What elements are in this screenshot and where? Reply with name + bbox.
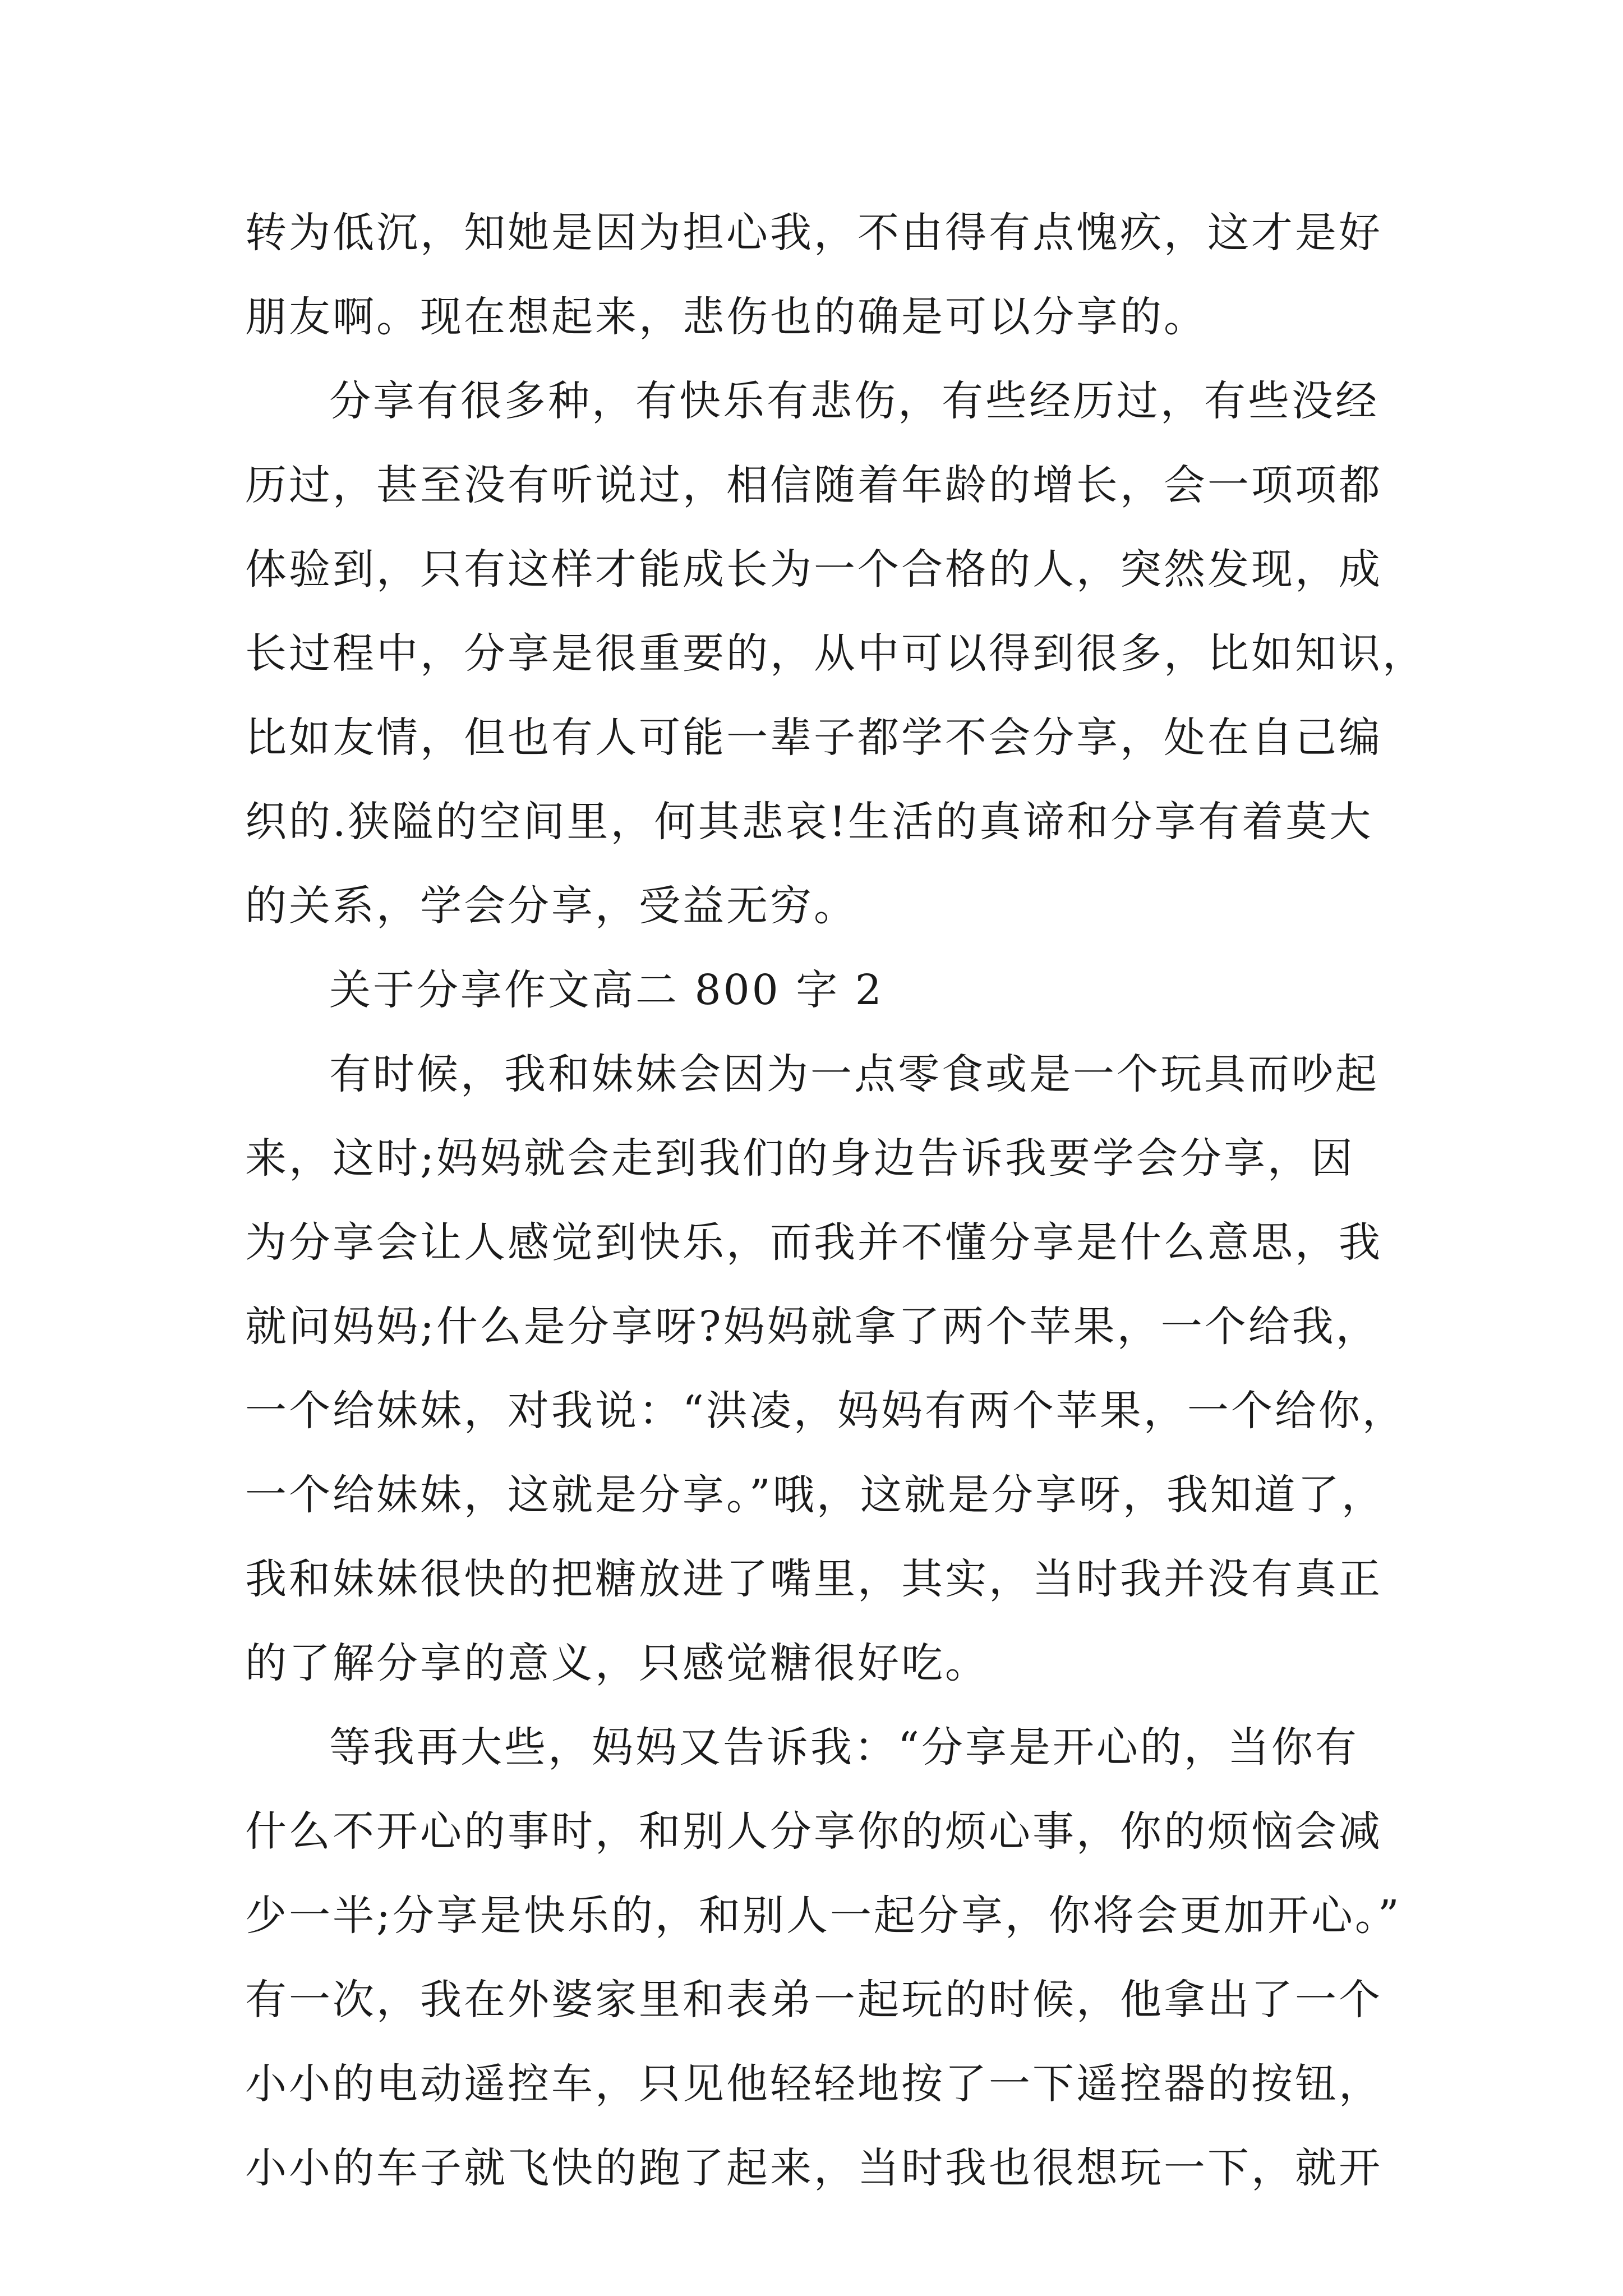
text-line: 朋友啊。现在想起来，悲伤也的确是可以分享的。 — [245, 293, 1207, 341]
text-line: 分享有很多种，有快乐有悲伤，有些经历过，有些没经 — [329, 377, 1379, 425]
text-line: 历过，甚至没有听说过，相信随着年龄的增长，会一项项都 — [245, 461, 1382, 509]
text-line: 一个给妹妹，对我说：“洪凌，妈妈有两个苹果，一个给你， — [245, 1387, 1406, 1435]
text-line: 的了解分享的意义，只感觉糖很好吃。 — [245, 1639, 989, 1687]
text-line: 少一半;分享是快乐的，和别人一起分享，你将会更加开心。” — [245, 1892, 1401, 1940]
text-line: 等我再大些，妈妈又告诉我：“分享是开心的，当你有 — [329, 1723, 1359, 1772]
text-line: 我和妹妹很快的把糖放进了嘴里，其实，当时我并没有真正 — [245, 1555, 1382, 1603]
text-line: 关于分享作文高二 800 字 2 — [329, 966, 884, 1014]
text-line: 有一次，我在外婆家里和表弟一起玩的时候，他拿出了一个 — [245, 1976, 1382, 2024]
essay-body — [245, 191, 1426, 2210]
text-line: 转为低沉，知她是因为担心我，不由得有点愧疚，这才是好 — [245, 209, 1382, 257]
text-line: 的关系，学会分享，受益无穷。 — [245, 882, 857, 930]
text-line: 小小的电动遥控车，只见他轻轻地按了一下遥控器的按钮， — [245, 2060, 1382, 2108]
text-line: 一个给妹妹，这就是分享。”哦，这就是分享呀，我知道了， — [245, 1471, 1385, 1519]
text-line: 来，这时;妈妈就会走到我们的身边告诉我要学会分享，因 — [245, 1134, 1355, 1182]
text-line: 什么不开心的事时，和别人分享你的烦心事，你的烦恼会减 — [245, 1807, 1382, 1856]
text-line: 有时候，我和妹妹会因为一点零食或是一个玩具而吵起 — [329, 1050, 1379, 1098]
text-line: 比如友情，但也有人可能一辈子都学不会分享，处在自己编 — [245, 714, 1382, 762]
text-line: 织的.狭隘的空间里，何其悲哀!生活的真谛和分享有着莫大 — [245, 798, 1373, 846]
text-line: 小小的车子就飞快的跑了起来，当时我也很想玩一下，就开 — [245, 2144, 1382, 2192]
text-line: 体验到，只有这样才能成长为一个合格的人，突然发现，成 — [245, 545, 1382, 593]
text-line: 就问妈妈;什么是分享呀?妈妈就拿了两个苹果，一个给我， — [245, 1303, 1380, 1351]
text-line: 长过程中，分享是很重要的，从中可以得到很多，比如知识， — [245, 629, 1426, 678]
text-line: 为分享会让人感觉到快乐，而我并不懂分享是什么意思，我 — [245, 1218, 1382, 1267]
